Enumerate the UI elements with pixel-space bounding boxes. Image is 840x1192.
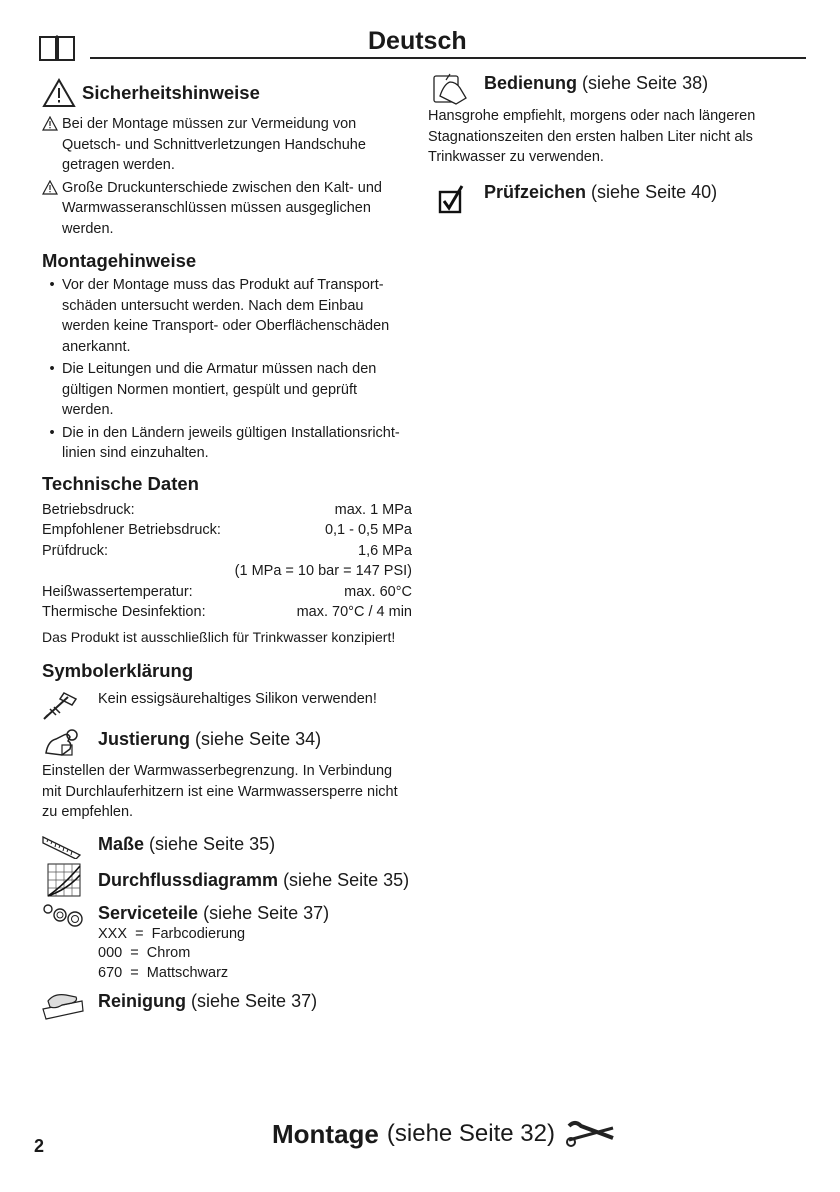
reinigung-name: Reinigung bbox=[98, 991, 186, 1011]
serviceteile-name: Serviceteile bbox=[98, 902, 199, 923]
technical-note: Das Produkt ist ausschließlich für Trinkwasser konzipiert! bbox=[42, 628, 396, 645]
justierung-name: Justierung bbox=[98, 729, 191, 749]
technical-label: Thermische Desinfektion: bbox=[42, 604, 206, 620]
safety-title: Sicherheitshinweise bbox=[82, 82, 260, 103]
flow-diagram-icon bbox=[42, 863, 82, 897]
durchfluss-name: Durchflussdiagramm bbox=[98, 869, 279, 890]
list-item: • Die Leitungen und die Armatur müssen nach den gültigen Normen montiert, gespült und geprüft werden. bbox=[42, 359, 412, 421]
justierung-heading bbox=[98, 727, 321, 751]
color-code-row bbox=[98, 944, 329, 964]
technical-value: max. 70°C / 4 min bbox=[296, 604, 412, 620]
technical-table bbox=[42, 500, 412, 623]
color-code: 000 bbox=[98, 945, 123, 961]
color-code-label: Mattschwarz bbox=[146, 964, 229, 981]
technical-label: Heißwassertemperatur: bbox=[42, 583, 193, 600]
symbol-justierung bbox=[42, 727, 412, 759]
tools-icon bbox=[565, 1118, 617, 1150]
safety-item bbox=[42, 178, 412, 240]
color-code-label: Chrom bbox=[146, 945, 191, 961]
reinigung-heading bbox=[98, 989, 317, 1013]
technical-row bbox=[42, 582, 412, 603]
color-code: XXX bbox=[98, 925, 128, 942]
silicone-gun-icon bbox=[42, 689, 82, 721]
color-code: 670 bbox=[98, 964, 123, 981]
safety-heading bbox=[42, 78, 412, 108]
small-warning-icon bbox=[42, 114, 62, 176]
montage-ref: (siehe Seite 32) bbox=[386, 1120, 555, 1147]
book-icon bbox=[38, 33, 76, 68]
technical-label: Prüfdruck: bbox=[42, 542, 109, 559]
justierung-text: Einstellen der Warmwasserbegrenzung. In Verbindung mit Durchlauferhitzern ist eine Warmwassersperre nicht zu empfehlen. bbox=[42, 763, 398, 820]
durchfluss-ref: (siehe Seite 35) bbox=[283, 869, 410, 890]
symbol-pruefzeichen bbox=[428, 180, 778, 216]
technical-value: 0,1 - 0,5 MPa bbox=[324, 522, 412, 538]
masse-name: Maße bbox=[98, 833, 145, 854]
technical-value: 1,6 MPa bbox=[358, 542, 412, 559]
page-number: 2 bbox=[34, 1136, 45, 1156]
serviceteile-ref: (siehe Seite 37) bbox=[203, 902, 330, 923]
technical-title: Technische Daten bbox=[42, 472, 199, 494]
header-rule bbox=[90, 57, 806, 59]
bedienung-name: Bedienung bbox=[484, 73, 577, 93]
bedienung-ref: (siehe Seite 38) bbox=[582, 73, 709, 93]
technical-value: max. 60°C bbox=[344, 583, 412, 600]
technical-row bbox=[42, 520, 412, 541]
safety-item-text: Bei der Montage müssen zur Vermeidung von Quetsch- und Schnittverletzungen Handschuhe getragen werden. bbox=[62, 116, 366, 173]
masse-heading bbox=[98, 832, 275, 856]
symbol-masse bbox=[42, 829, 412, 859]
montagehinweise-title: Montagehinweise bbox=[42, 250, 197, 271]
warning-icon bbox=[42, 78, 76, 108]
right-column bbox=[428, 70, 778, 216]
pruefzeichen-ref: (siehe Seite 40) bbox=[591, 181, 718, 202]
pruefzeichen-heading bbox=[484, 180, 717, 204]
small-warning-icon bbox=[42, 178, 62, 240]
technical-value: (1 MPa = 10 bar = 147 PSI) bbox=[234, 563, 412, 579]
symbols-title: Symbolerklärung bbox=[42, 660, 194, 681]
justierung-ref: (siehe Seite 34) bbox=[195, 729, 322, 749]
safety-item-text: Große Druckunterschiede zwischen den Kalt- und Warmwasseranschlüssen müssen ausgeglichen werden. bbox=[62, 179, 382, 237]
cleaning-hand-icon bbox=[42, 989, 84, 1021]
color-code-row bbox=[98, 925, 329, 945]
symbol-silicone bbox=[42, 689, 412, 721]
left-column bbox=[42, 78, 412, 1021]
technical-row bbox=[42, 541, 412, 562]
technical-value: max. 1 MPa bbox=[334, 501, 412, 518]
checkbox-icon bbox=[438, 184, 468, 216]
technical-row bbox=[42, 500, 412, 521]
serviceteile-block bbox=[98, 901, 329, 984]
silicone-text: Kein essigsäurehaltiges Silikon verwenden! bbox=[98, 691, 377, 707]
page-title: Deutsch bbox=[368, 27, 467, 55]
bedienung-text: Hansgrohe empfiehlt, morgens oder nach längeren Stagnationszeiten den ersten halben Liter nicht als Trinkwasser zu verwenden. bbox=[428, 108, 756, 165]
ruler-icon bbox=[42, 829, 82, 859]
reinigung-ref: (siehe Seite 37) bbox=[191, 991, 318, 1011]
symbol-serviceteile bbox=[42, 901, 412, 984]
durchfluss-heading bbox=[98, 868, 409, 892]
adjustment-hand-icon bbox=[42, 727, 82, 759]
color-code-eq: = bbox=[135, 925, 144, 942]
spare-parts-icon bbox=[42, 901, 84, 931]
safety-list bbox=[42, 114, 412, 239]
list-item: • Vor der Montage muss das Produkt auf Transport-schäden untersucht werden. Nach dem Einbau werden keine Transport- oder Oberflächenschäden anerkannt. bbox=[42, 275, 412, 357]
technical-label: Empfohlener Betriebsdruck: bbox=[42, 522, 221, 538]
color-code-row bbox=[98, 964, 329, 984]
color-code-label: Farbcodierung bbox=[151, 925, 246, 942]
pruefzeichen-name: Prüfzeichen bbox=[484, 181, 587, 202]
symbol-durchfluss bbox=[42, 863, 412, 897]
symbol-reinigung bbox=[42, 989, 412, 1021]
symbol-bedienung bbox=[428, 70, 778, 106]
safety-item bbox=[42, 114, 412, 176]
list-item-text: Die in den Ländern jeweils gültigen Installationsricht-linien sind einzuhalten. bbox=[62, 424, 400, 461]
color-code-eq: = bbox=[130, 964, 139, 981]
serviceteile-heading bbox=[98, 901, 329, 925]
technical-row bbox=[42, 602, 412, 623]
color-code-eq: = bbox=[130, 945, 139, 961]
list-item: • Die in den Ländern jeweils gültigen Installationsricht-linien sind einzuhalten. bbox=[42, 423, 412, 464]
technical-label: Betriebsdruck: bbox=[42, 501, 135, 518]
montage-footer bbox=[272, 1118, 617, 1150]
technical-row bbox=[42, 561, 412, 582]
montagehinweise-list bbox=[42, 275, 412, 464]
montage-title: Montage bbox=[272, 1118, 379, 1149]
list-item-text: Die Leitungen und die Armatur müssen nach den gültigen Normen montiert, gespült und geprüft werden. bbox=[62, 361, 377, 418]
masse-ref: (siehe Seite 35) bbox=[149, 833, 276, 854]
operation-hand-icon bbox=[430, 70, 470, 106]
bedienung-heading bbox=[484, 71, 708, 95]
list-item-text: Vor der Montage muss das Produkt auf Transport-schäden untersucht werden. Nach dem Einbau werden keine Transport- oder Oberflächenschäden anerkannt. bbox=[62, 277, 390, 355]
